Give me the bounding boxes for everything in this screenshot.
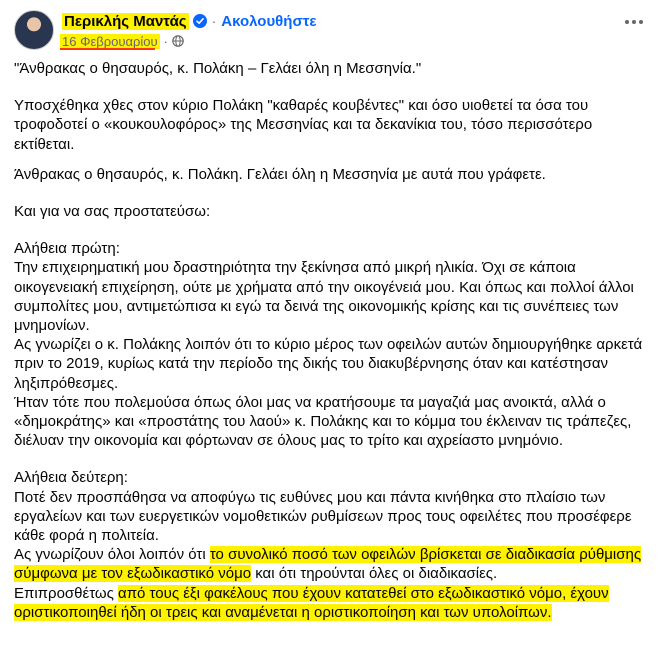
truth-one-text-a: Την επιχειρηματική μου δραστηριότητα την ξεκίνησα από μικρή ηλικία. Όχι σε κάποια οικογενειακή επιχείρηση, ούτε με χρήματα από την οικογένειά μου. Και όπως και πολλοί άλλοι συμπολίτες μου, αντιμετώπισα κι εγώ τα δεινά της οικονομικής κρίσης και τις συνέπειες των μνημονίων. [14,259,634,335]
truth-one-text-b: Ας γνωρίζει ο κ. Πολάκης λοιπόν ότι το κύριο μέρος των οφειλών αυτών δημιουργήθηκε αρκετά πριν το 2019, κυρίως κατά την περίοδο της δικής του διακυβέρνησης όταν και κατέστησαν ληξιπρόθεσμες. [14,336,643,392]
truth-one-title: Αλήθεια πρώτη: [14,240,120,258]
date-underline [60,48,155,50]
verified-badge-icon [193,14,207,28]
post-paragraph-intro: Υποσχέθηκα χθες στον κύριο Πολάκη "καθαρές κουβέντες" και όσο υιοθετεί τα όσα του τροφοδοτεί ο «κουκουλοφόρος» της Μεσσηνίας και τα δεκανίκια του, τόσο περισσότερο εκτίθεται. [14,97,593,153]
author-name[interactable]: Περικλής Μαντάς [64,12,187,30]
truth-two-c-plain: Επιπροσθέτως [14,584,119,602]
post-paragraph-protect: Και για να σας προστατεύσω: [14,203,211,221]
globe-icon [172,35,184,47]
truth-two-b-highlight: το συνολικό ποσό των οφειλών βρίσκεται σε διαδικασία ρύθμισης σύμφωνα με τον εξωδικαστικό νόμο [14,546,642,583]
truth-two-title: Αλήθεια δεύτερη: [14,469,128,487]
truth-two-text-c [14,584,644,622]
post-header [62,11,317,31]
follow-button[interactable]: Ακολουθήστε [221,12,317,30]
truth-two-text-b [14,545,644,583]
meta-separator: · [163,33,168,49]
truth-two-text-a: Ποτέ δεν προσπάθησα να αποφύγω τις ευθύνες μου και πάντα κινήθηκα στο πλαίσιο των εργαλείων και των ευεργετικών νομοθετικών ρυθμίσεων προς τους οφειλέτες που προσέφερε κάθε φορά η πολιτεία. [14,488,632,545]
post-date[interactable]: 16 Φεβρουαρίου [62,33,158,49]
post-paragraph-anthrax: Άνθρακας ο θησαυρός, κ. Πολάκη. Γελάει όλη η Μεσσηνία με αυτά που γράφετε. [14,165,546,183]
truth-two-b-plain: Ας γνωρίζουν όλοι λοιπόν ότι [14,546,210,564]
truth-two-c-highlight: από τους έξι φακέλους που έχουν κατατεθεί στο εξωδικαστικό νόμο, έχουν οριστικοποιηθεί ήδη οι τρεις και αναμένεται η οριστικοποίηση και των υπολοίπων. [14,584,609,621]
more-options-icon[interactable] [622,14,646,30]
truth-two-b-plain-end: και ότι τηρούνται όλες οι διαδικασίες. [251,565,498,583]
post-paragraph-title: "Άνθρακας ο θησαυρός, κ. Πολάκη – Γελάει όλη η Μεσσηνία." [14,60,422,77]
truth-one-text-c: Ήταν τότε που πολεμούσα όπως όλοι μας να κρατήσουμε τα μαγαζιά μας ανοικτά, αλλά ο «δημοκράτης» και «προστάτης του λαού» κ. Πολάκης και το κόμμα του έκλειναν τις τράπεζες, διέλυαν την οικονομία και φόρτωναν σε όλους μας το τρίτο και αχρείαστο μνημόνιο. [14,393,632,450]
header-separator: · [211,13,217,29]
post-body [14,59,644,622]
avatar[interactable] [14,10,54,50]
